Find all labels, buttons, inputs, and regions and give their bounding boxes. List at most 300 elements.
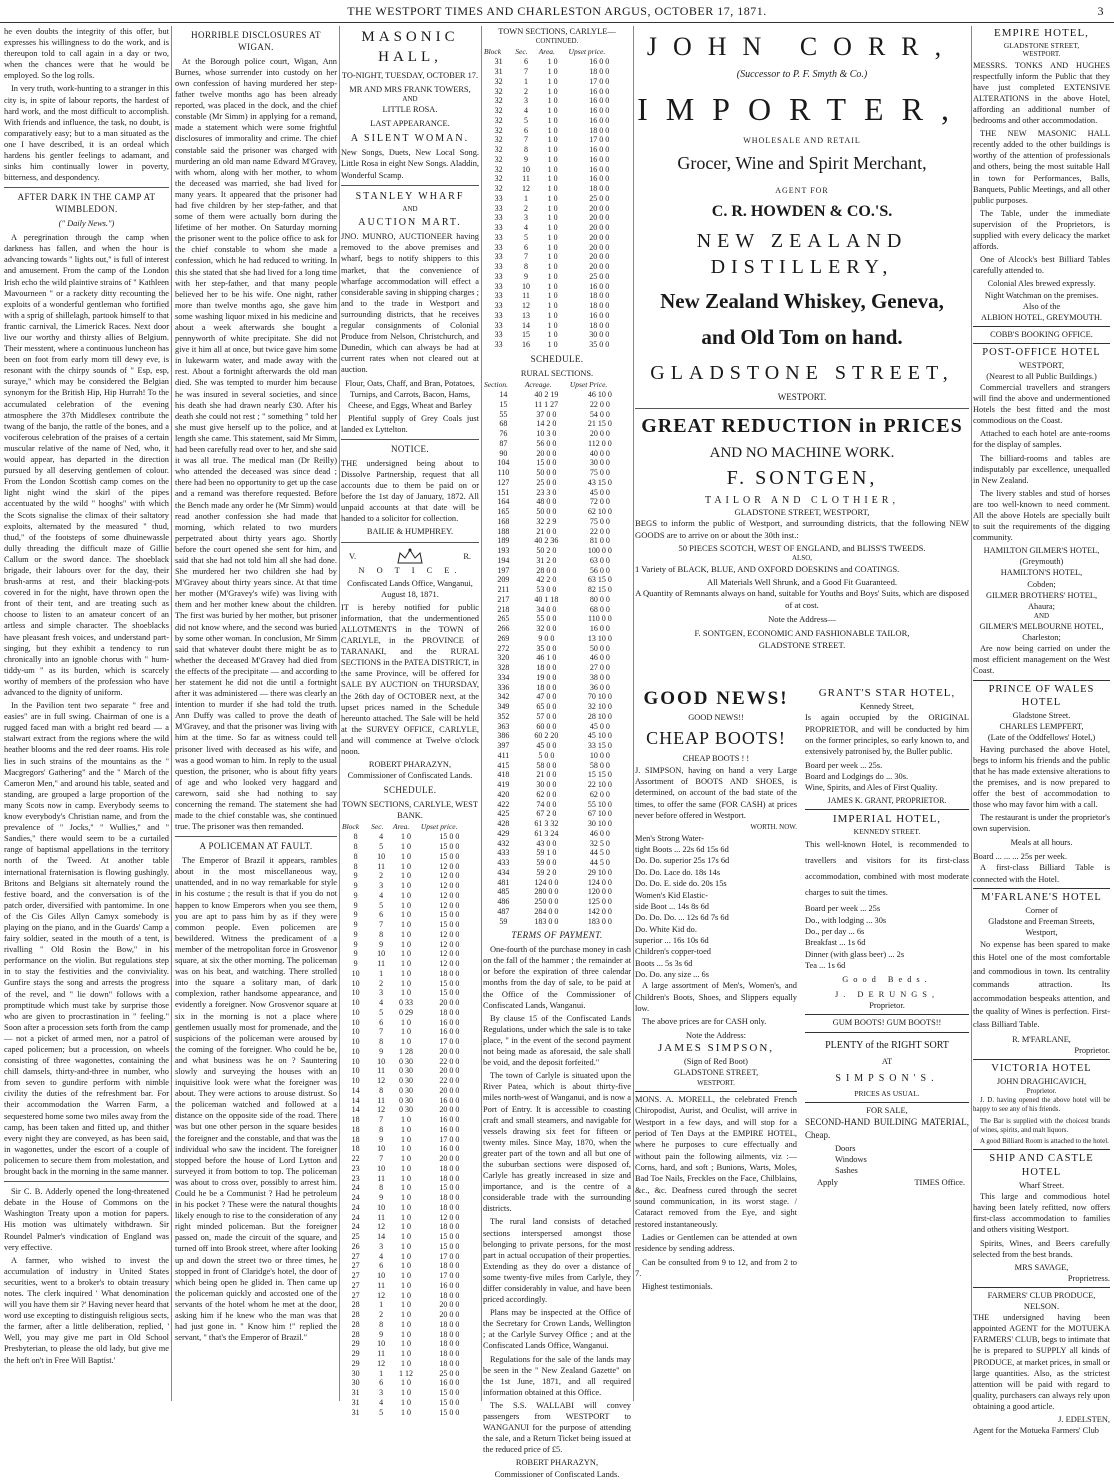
table-cell: 1 0 (400, 1397, 411, 1407)
schedule-subtitle: RURAL SECTIONS. (520, 368, 594, 378)
table-cell: 62 10 0 (587, 507, 612, 517)
table-cell: 418 (497, 770, 510, 780)
list-item: Do. White Kid do. (635, 924, 697, 934)
list-item: Do. Do. E. side do. 20s 15s (635, 879, 727, 889)
table-cell: 1 0 (400, 988, 411, 998)
ad-prince-of-wales (973, 680, 1110, 885)
column-rule (971, 26, 972, 1401)
table-row (483, 390, 631, 400)
table-cell: 18 0 0 (439, 968, 460, 978)
table-cell: 1 0 (547, 164, 558, 174)
table-cell: 75 0 0 (589, 468, 610, 478)
table-cell: 6 (524, 125, 528, 135)
column-header: Block (484, 47, 502, 57)
table-cell: 18 0 0 (589, 125, 610, 135)
table-cell: 47 0 0 (536, 692, 557, 702)
ad-corr-importer: IMPORTER, (637, 90, 967, 127)
table-cell: 1 12 (398, 1368, 413, 1378)
divider (4, 1181, 169, 1182)
table-cell: 76 (499, 429, 508, 439)
table-cell: 75 0 0 (589, 516, 610, 526)
table-cell: 164 (497, 497, 510, 507)
notice-headline: NOTICE. (390, 443, 430, 454)
table-cell: 32 5 0 (589, 838, 610, 848)
table-cell: 349 (497, 702, 510, 712)
list-item: Breakfast ... 1s 6d (805, 938, 866, 948)
table-cell: 8 (524, 262, 528, 272)
table-cell: 16 0 0 (439, 1115, 460, 1125)
ad-date: TO-NIGHT, TUESDAY, OCTOBER 17. (341, 70, 479, 80)
table-row (483, 809, 631, 819)
list-item: Dinner (with glass beer) ... 2s (805, 949, 905, 959)
table-cell: 36 0 0 (589, 682, 610, 692)
table-cell: 24 (351, 1212, 360, 1222)
table-row (483, 272, 631, 282)
list-item: Do. Do. Lace do. 18s 14s (635, 867, 721, 877)
table-cell: 32 2 9 (536, 516, 557, 526)
table-row (483, 536, 631, 546)
table-cell: 218 (497, 604, 510, 614)
table-row (483, 233, 631, 243)
table-cell: 60 0 0 (536, 721, 557, 731)
table-cell: 4 (379, 1397, 384, 1407)
ad-text: (Nearest to all Public Buildings.) (986, 371, 1097, 381)
table-row (483, 126, 631, 136)
table-cell: 1 0 (547, 86, 558, 96)
table-row (483, 702, 631, 712)
table-cell: 56 0 0 (536, 438, 557, 448)
table-cell: 1 0 (400, 1212, 411, 1222)
table-row (483, 868, 631, 878)
table-cell: 30 (351, 1368, 360, 1378)
ad-text: The restaurant is under the proprietor's own supervision. (973, 813, 1110, 834)
ad-for-sale (805, 1102, 969, 1189)
table-cell: 1 0 (400, 1251, 411, 1261)
table-row (483, 262, 631, 272)
table-cell: 1 0 (547, 291, 558, 301)
table-row (483, 419, 631, 429)
ad-post-office-hotel (973, 343, 1110, 677)
table-cell: 31 (494, 67, 503, 77)
table-cell: 9 (353, 871, 358, 881)
table-row (483, 624, 631, 634)
table-row (483, 429, 631, 439)
table-row (483, 213, 631, 223)
table-cell: 434 (497, 867, 510, 877)
table-cell: 20 0 0 (439, 1300, 460, 1310)
table-row (341, 1398, 479, 1408)
table-cell: 12 0 0 (439, 939, 460, 949)
ad-text: PLENTY of the RIGHT SORT (825, 1039, 949, 1051)
table-cell: 20 0 0 (589, 262, 610, 272)
ad-corr-oldtom: and Old Tom on hand. (701, 325, 903, 350)
article-headline: A POLICEMAN AT FAULT. (199, 841, 313, 852)
table-cell: 1 0 (400, 1388, 411, 1398)
table-cell: 481 (497, 877, 510, 887)
table-cell: 31 (494, 57, 503, 67)
table-cell: 1 0 (400, 1232, 411, 1242)
table-cell: 12 0 0 (439, 900, 460, 910)
terms-signature: ROBERT PHARAZYN, (515, 1458, 599, 1468)
table-cell: 280 0 0 (534, 887, 559, 897)
table-row (341, 1252, 479, 1262)
table-cell: 60 2 20 (534, 731, 559, 741)
table-row (483, 478, 631, 488)
table-cell: 110 0 0 (588, 614, 612, 624)
table-cell: 1 0 (547, 340, 558, 350)
ad-text: 1 Variety of BLACK, BLUE, AND OXFORD DOESKINS and COATINGS. (635, 563, 900, 574)
table-cell: 193 (497, 546, 510, 556)
table-cell: 125 0 0 (587, 897, 612, 907)
table-cell: 56 0 0 (589, 565, 610, 575)
ad-text: MESSRS. TONKS AND HUGHES respectfully inform the Public that they have just completed EXTENSIVE ALTERATIONS in the above Hotel, affording an additional number of bedrooms and other accommodation. (973, 60, 1110, 126)
table-row (483, 819, 631, 829)
ad-text: Westport, (1025, 927, 1058, 937)
table-cell: 18 0 0 (439, 1349, 460, 1359)
table-row (483, 585, 631, 595)
table-row (483, 106, 631, 116)
table-cell: 1 0 (400, 1144, 411, 1154)
table-cell: 8 (353, 842, 358, 852)
table-row (483, 741, 631, 751)
table-cell: 10 (377, 1163, 386, 1173)
notice-headline: N O T I C E. (358, 565, 462, 575)
table-cell: 1 0 (400, 939, 411, 949)
table-row (483, 663, 631, 673)
ad-text: PRICES AS USUAL. (854, 1089, 920, 1099)
table-cell: 25 0 0 (536, 477, 557, 487)
table-cell: 16 0 0 (589, 174, 610, 184)
table-cell: 9 0 0 (538, 633, 555, 643)
table-cell: 30 (351, 1378, 360, 1388)
table-row (483, 790, 631, 800)
table-row (341, 1339, 479, 1349)
table-cell: 33 (494, 320, 503, 330)
table-cell: 10 (377, 1056, 386, 1066)
ad-text: (Sign of Red Boot) (684, 1056, 748, 1066)
table-cell: 1 28 (398, 1046, 413, 1056)
table-row (341, 1232, 479, 1242)
table-cell: 18 0 0 (589, 291, 610, 301)
table-cell: 33 (494, 262, 503, 272)
table-cell: 32 (494, 145, 503, 155)
table-cell: 18 0 0 (439, 1261, 460, 1271)
table-row (341, 891, 479, 901)
table-cell: 1 0 (547, 57, 558, 67)
ad-text: Highest testimonials. (642, 1282, 713, 1292)
table-cell: 45 0 0 (589, 721, 610, 731)
table-cell: 9 (353, 890, 358, 900)
ad-stanley-wharf-title: STANLEY WHARF (355, 190, 465, 202)
table-cell: 15 0 0 (439, 988, 460, 998)
table-cell: 28 (351, 1310, 360, 1320)
table-cell: 0 33 (398, 998, 413, 1008)
table-cell: 1 0 (400, 959, 411, 969)
ad-text: Note the Address— (768, 613, 836, 624)
ad-sontgen-name: F. SONTGEN, (726, 467, 878, 490)
table-cell: 334 (497, 672, 510, 682)
table-row (341, 1242, 479, 1252)
table-cell: 183 0 0 (587, 916, 612, 926)
ad-text: This well-known Hotel, is recommended to travellers and visitors for its first-class accommodation, combined with most moderate charges to suit the times. (805, 840, 969, 898)
table-cell: 487 (497, 906, 510, 916)
ad-text: J. D. having opened the above hotel will be happy to see any of his friends. (973, 1096, 1110, 1114)
table-cell: 320 (497, 653, 510, 663)
ad-text: The livery stables and stud of horses are too well-known to need comment. All the above Hotels are specially built to suit the requirements of the digging community. (973, 488, 1110, 543)
table-cell: 7 (524, 252, 528, 262)
table-cell: 7 (379, 1115, 384, 1125)
table-row (483, 761, 631, 771)
table-cell: 15 0 0 (439, 832, 460, 842)
table-cell: 17 0 0 (439, 1251, 460, 1261)
table-cell: 1 (524, 193, 528, 203)
ad-text: AND (1033, 611, 1050, 620)
table-row (341, 1174, 479, 1184)
ad-text: Also of the (1022, 301, 1061, 311)
table-cell: 1 (379, 1300, 384, 1310)
schedule-headline: SCHEDULE. (383, 785, 437, 796)
table-cell: 397 (497, 741, 510, 751)
table-cell: 0 29 (398, 1007, 413, 1017)
ad-performers: LITTLE ROSA. (382, 105, 438, 115)
ad-text: One of Alcock's best Billiard Tables carefully attended to. (973, 255, 1110, 276)
terms-text: Regulations for the sale of the lands may be seen in the " New Zealand Gazette" on the 1st June, 1871, and all required information obtained at this Office. (483, 1354, 631, 1397)
table-cell: 18 0 0 (589, 301, 610, 311)
table-cell: 110 (497, 468, 510, 478)
ad-corr-street: GLADSTONE STREET, (650, 361, 954, 384)
ad-empire-title: EMPIRE HOTEL, (994, 27, 1089, 39)
table-row (483, 683, 631, 693)
table-cell: 194 (497, 555, 510, 565)
table-header (483, 46, 631, 57)
schedule-headline: TOWN SECTIONS, CARLYLE— (498, 27, 616, 36)
table-row (341, 1281, 479, 1291)
table-cell: 32 (494, 76, 503, 86)
ad-text: Having purchased the above Hotel, begs to inform his friends and the public that he has made extensive alterations to the premises, and is now prepared to offer the best of accommodation to those who may favor him with a call. (973, 744, 1110, 809)
table-cell: 3 (379, 881, 384, 891)
table-cell: 9 (379, 1134, 384, 1144)
table-cell: 12 0 0 (439, 1212, 460, 1222)
table-row (483, 858, 631, 868)
table-cell: 10 (351, 1066, 360, 1076)
table-cell: 1 0 (400, 1202, 411, 1212)
ad-text: Commercial travellers and strangers will find the above and undermentioned Hotels the best fitted and the most commodious on the Coast. (973, 382, 1110, 426)
table-row (483, 527, 631, 537)
table-cell: 415 (497, 760, 510, 770)
ad-text: (Greymouth) (1019, 557, 1064, 567)
list-item: Doors (835, 1143, 856, 1153)
table-cell: 23 (351, 1173, 360, 1183)
table-header (483, 379, 631, 390)
table-row (341, 1076, 479, 1086)
table-row (341, 949, 479, 959)
table-cell: 32 (494, 125, 503, 135)
table-cell: 8 (379, 1183, 384, 1193)
list-item: Board per week ... 25s (805, 904, 881, 914)
table-cell: 19 0 0 (536, 672, 557, 682)
table-cell: 18 0 0 (439, 1290, 460, 1300)
ad-text: GLADSTONE STREET, (673, 1068, 759, 1078)
ad-text: A large assortment of Men's, Women's, and Children's Boots, Shoes, and Slippers equally low. (635, 981, 797, 1013)
table-cell: 18 0 0 (439, 1202, 460, 1212)
table-cell: 1 0 (547, 252, 558, 262)
table-cell: 45 0 0 (589, 487, 610, 497)
table-cell: 18 0 0 (536, 663, 557, 673)
table-cell: 425 (497, 809, 510, 819)
table-cell: 250 0 0 (534, 897, 559, 907)
table-row (341, 1115, 479, 1125)
column-rule (633, 26, 634, 1401)
terms-text: The rural land consists of detached sections interspersed amongst those belonging to private persons, for the most part in actual occupation of their properties. Extending as they do over a distance of some twenty-five miles from Carlyle, they differ considerably in value, and have been priced accordingly. (483, 1217, 631, 1305)
table-cell: 269 (497, 633, 510, 643)
ad-text: Gladstone Street. (1012, 711, 1071, 721)
divider (4, 187, 169, 188)
ad-text: Board ... ... ... 25s per week. (973, 852, 1067, 862)
table-cell: 70 10 0 (587, 692, 612, 702)
table-cell: 17 0 0 (439, 1037, 460, 1047)
table-row (483, 87, 631, 97)
table-cell: 127 (497, 477, 510, 487)
table-cell: 16 0 0 (589, 281, 610, 291)
table-row (483, 57, 631, 67)
ad-text: GILMER BROTHERS' HOTEL, (985, 590, 1098, 600)
ad-text: Proprietor. (1074, 1045, 1110, 1055)
table-row (341, 1378, 479, 1388)
ad-gum-boots: GUM BOOTS! GUM BOOTS!! (805, 1014, 969, 1028)
table-cell: 90 (499, 448, 508, 458)
ad-for-sale-title: FOR SALE, (866, 1106, 908, 1116)
table-row (483, 897, 631, 907)
table-cell: 31 (351, 1388, 360, 1398)
table-cell: 16 0 0 (589, 115, 610, 125)
schedule-table (483, 379, 631, 926)
ad-sontgen-street: GLADSTONE STREET. (758, 639, 846, 650)
table-cell: 40 2 36 (534, 536, 559, 546)
table-cell: 0 30 (398, 1056, 413, 1066)
ad-text: AT (881, 1057, 893, 1067)
list-item: side Boot ... 14s 8s 6d (635, 901, 709, 911)
table-cell: 20 0 0 (589, 223, 610, 233)
table-cell: 3 (379, 988, 384, 998)
notice-office: Confiscated Lands Office, Wanganui, August 18, 1871. (347, 578, 473, 599)
list-item: Boots ... 5s 3s 6d (635, 958, 693, 968)
divider (175, 836, 337, 837)
table-cell: 12 0 0 (439, 929, 460, 939)
table-row (341, 1086, 479, 1096)
ad-text: Flour, Oats, Chaff, and Bran, Potatoes, Turnips, and Carrots, Bacon, Hams, Cheese, and Eggs, Wheat and Barley (345, 378, 475, 410)
table-cell: 4 (379, 1251, 384, 1261)
table-cell: 1 0 (400, 1329, 411, 1339)
table-cell: 17 0 0 (589, 135, 610, 145)
table-row (483, 204, 631, 214)
table-cell: 1 0 (400, 1154, 411, 1164)
list-item: Board and Lodgings do ... 30s. (805, 771, 909, 781)
ad-corr-wholesale: WHOLESALE AND RETAIL (743, 135, 861, 145)
table-row (341, 1213, 479, 1223)
table-row (341, 901, 479, 911)
ad-victoria (973, 1059, 1110, 1146)
ad-performers: MR AND MRS FRANK TOWERS, (349, 84, 471, 94)
table-row (483, 566, 631, 576)
table-row (483, 517, 631, 527)
table-cell: 12 (377, 1076, 386, 1086)
table-cell: 59 0 0 (536, 858, 557, 868)
table-cell: 15 0 0 (439, 1232, 460, 1242)
schedule-table (483, 46, 631, 350)
table-cell: 6 (524, 57, 528, 67)
ad-text: J. SIMPSON, having on hand a very Large Assortment of BOOTS AND SHOES, is determined, on account of the bad state of the times, to offer the same (FOR CASH) at prices never before offered in Westport. (635, 765, 797, 820)
table-cell: 6 (379, 1378, 384, 1388)
table-cell: 9 (353, 929, 358, 939)
table-cell: 1 0 (547, 76, 558, 86)
table-cell: 11 (377, 861, 385, 871)
table-row (483, 634, 631, 644)
terms-text: The town of Carlyle is situated upon the River Patea, which is about thirty-five miles north-west of Wanganui, and is now a Port of Entry. It is accessible to coasting craft and small steamers, and navigable for vessels drawing six feet for fifteen or twenty miles. Since May, 1870, when the greater part of the town and all but one of the suburban sections were disposed of, Carlyle has greatly increased in size and importance, and is the centre of a considerable trade with the surrounding districts. (483, 1071, 631, 1214)
table-row (483, 595, 631, 605)
ad-text: Corner of (1025, 905, 1058, 915)
table-cell: 6 (524, 242, 528, 252)
ad-victoria-title: VICTORIA HOTEL (991, 1063, 1092, 1075)
table-row (483, 184, 631, 194)
table-cell: 1 0 (400, 1124, 411, 1134)
table-row (341, 1330, 479, 1340)
table-cell: 1 0 (400, 881, 411, 891)
table-row (341, 1018, 479, 1028)
table-row (341, 979, 479, 989)
table-row (483, 673, 631, 683)
table-cell: 25 0 0 (439, 1368, 460, 1378)
table-cell: 20 0 0 (439, 1066, 460, 1076)
ad-ship-and-castle (973, 1149, 1110, 1284)
table-cell: 15 0 0 (439, 1241, 460, 1251)
ad-text: WESTPORT, (1018, 360, 1065, 370)
table-cell: 33 (494, 203, 503, 213)
table-cell: 18 0 0 (439, 1358, 460, 1368)
table-cell: 16 0 0 (439, 1378, 460, 1388)
table-cell: 1 0 (547, 106, 558, 116)
ad-text: The Table, under the immediate supervision of the Proprietors, is supplied with every delicacy the market affords. (973, 208, 1110, 252)
table-cell: 7 (524, 135, 528, 145)
list-item: Men's Strong Water- (635, 833, 704, 843)
table-cell: 33 (494, 223, 503, 233)
ad-morell (635, 1091, 797, 1293)
table-row (341, 1183, 479, 1193)
table-cell: 16 0 0 (589, 96, 610, 106)
table-cell: 15 (522, 330, 530, 340)
ad-text: Gladstone and Freeman Streets, (988, 916, 1095, 926)
ad-text: Apply (817, 1177, 838, 1187)
table-cell: 10 (377, 949, 386, 959)
table-cell: 33 (494, 301, 503, 311)
table-cell: 420 (497, 789, 510, 799)
table-row (483, 614, 631, 624)
table-row (341, 1057, 479, 1067)
table-cell: 15 0 0 (439, 978, 460, 988)
table-cell: 10 0 0 (589, 750, 610, 760)
table-cell: 183 0 0 (534, 916, 559, 926)
list-item: Do. Do. superior 25s 17s 6d (635, 856, 730, 866)
list-item: Tea ... 1s 6d (805, 960, 846, 970)
table-cell: 8 (379, 1319, 384, 1329)
table-cell: 10 (351, 1046, 360, 1056)
table-cell: 29 10 0 (587, 867, 612, 877)
table-cell: 1 0 (400, 851, 411, 861)
column-header: Upset Price. (569, 379, 608, 389)
table-cell: 23 3 0 (536, 487, 557, 497)
table-cell: 18 0 0 (439, 1193, 460, 1203)
table-cell: 1 0 (547, 184, 558, 194)
table-cell: 62 0 0 (589, 789, 610, 799)
